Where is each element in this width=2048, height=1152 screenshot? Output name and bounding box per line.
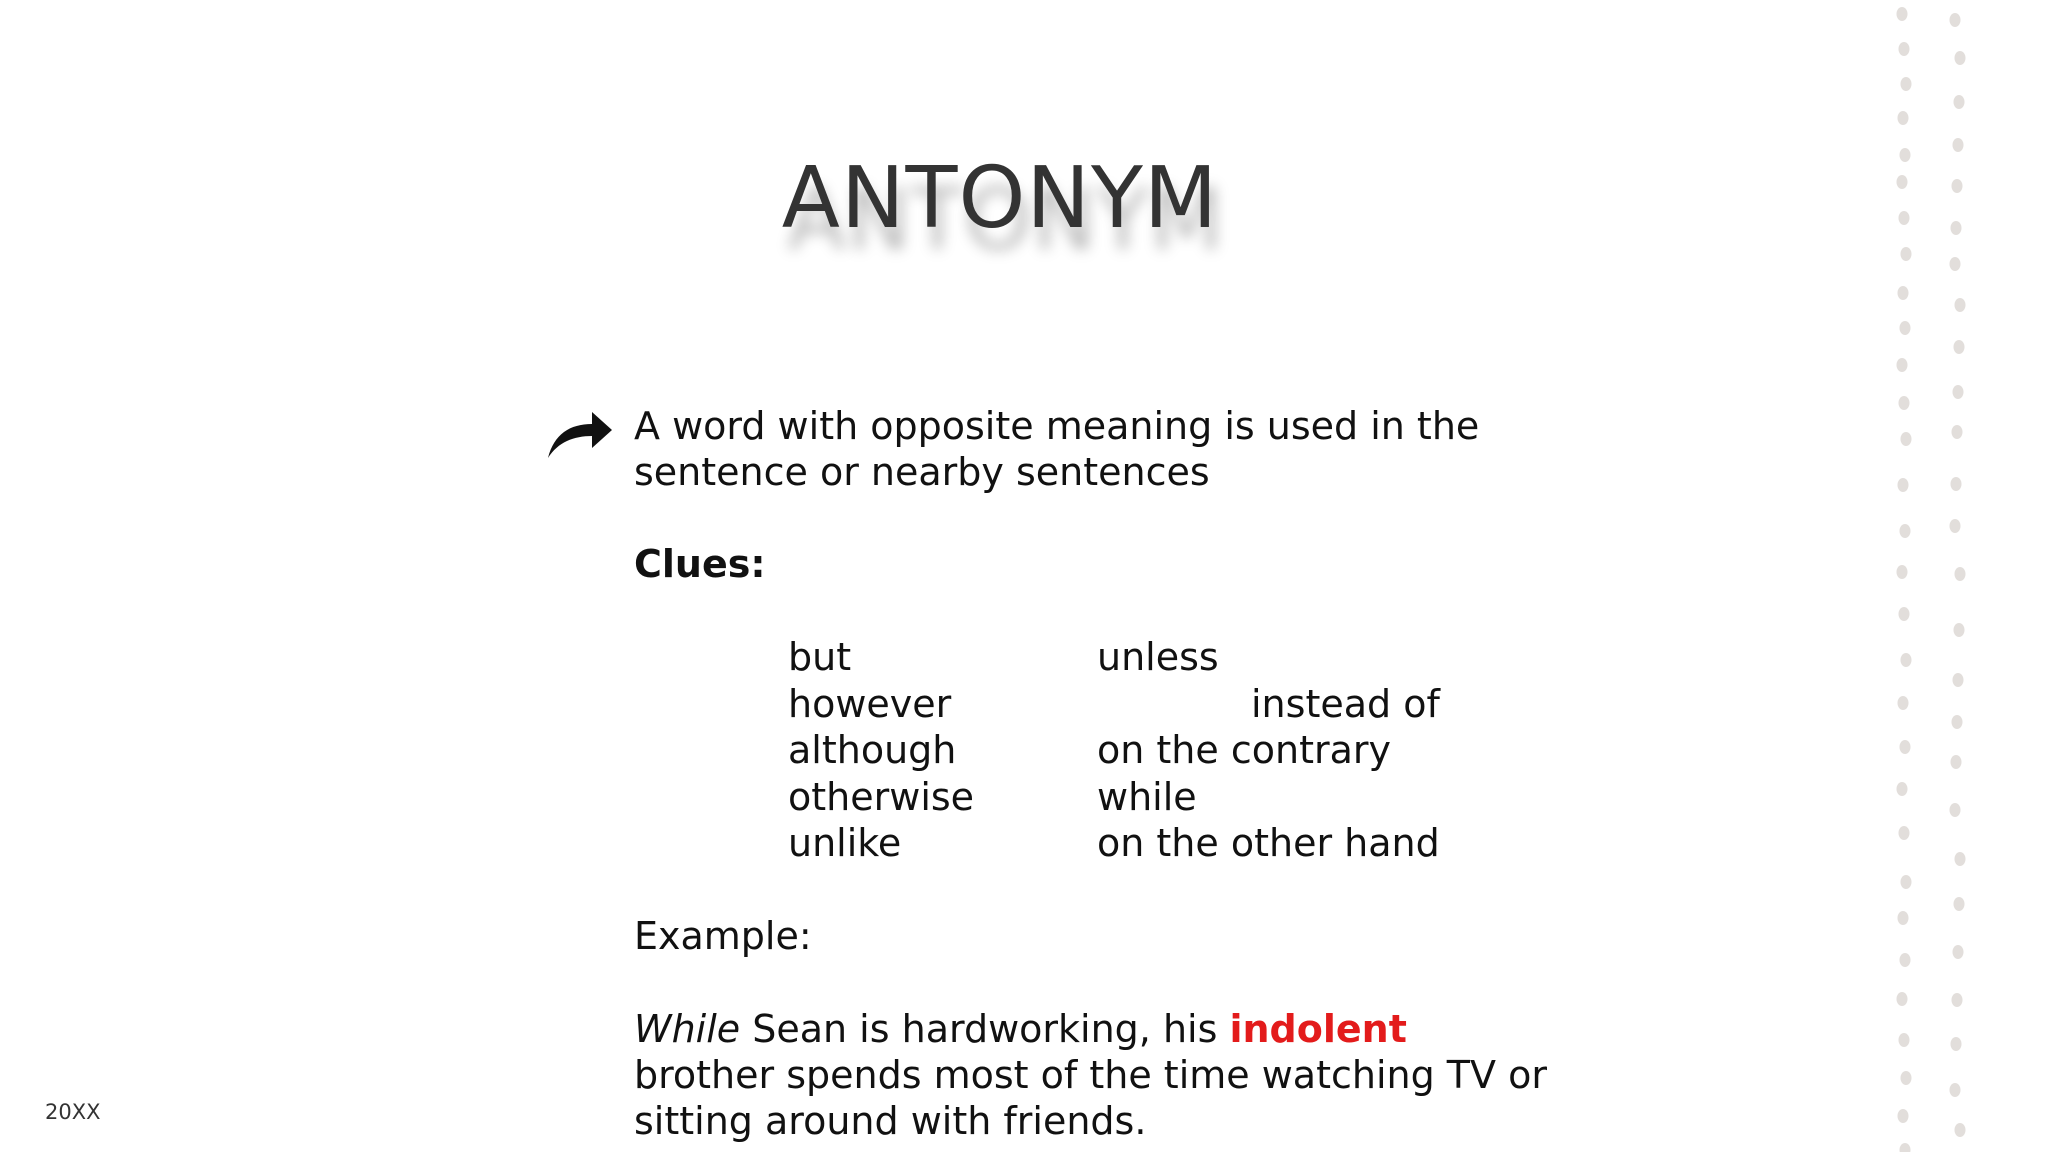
decorative-dot: [1898, 696, 1909, 710]
decorative-dot: [1951, 477, 1962, 491]
decorative-dot: [1897, 992, 1908, 1006]
decorative-dot: [1899, 396, 1910, 410]
decorative-dot: [1953, 945, 1964, 959]
decorative-dot: [1951, 1037, 1962, 1051]
decorative-dot: [1954, 623, 1965, 637]
decorative-dot: [1901, 875, 1912, 889]
decorative-dot: [1955, 51, 1966, 65]
decorative-dot: [1897, 565, 1908, 579]
decorative-dot: [1898, 1109, 1909, 1123]
decorative-dot: [1897, 782, 1908, 796]
decorative-dot: [1901, 1071, 1912, 1085]
clue-item: however: [788, 681, 952, 726]
decorative-dot: [1950, 803, 1961, 817]
decorative-dot: [1901, 653, 1912, 667]
decorative-dot: [1954, 340, 1965, 354]
clue-item: unless: [1097, 635, 1219, 679]
example-italic-word: While: [634, 1007, 741, 1051]
clue-item: unlike: [788, 821, 902, 865]
decorative-dot: [1900, 524, 1911, 538]
curved-arrow-right-icon: [546, 404, 614, 460]
decorative-dot: [1897, 175, 1908, 189]
decorative-dot: [1899, 826, 1910, 840]
decorative-dot: [1951, 221, 1962, 235]
example-highlight-word: indolent: [1229, 1007, 1407, 1051]
decorative-dot: [1955, 298, 1966, 312]
clues-left-column: [788, 634, 974, 867]
decorative-dot: [1900, 740, 1911, 754]
decorative-dot: [1955, 852, 1966, 866]
decorative-dot: [1900, 1143, 1911, 1152]
decorative-dot: [1897, 7, 1908, 21]
footer-year: 20XX: [45, 1100, 101, 1124]
decorative-dot: [1901, 247, 1912, 261]
clue-item: on the contrary: [1097, 728, 1391, 772]
decorative-dot: [1901, 77, 1912, 91]
decorative-dot: [1899, 1033, 1910, 1047]
definition-text: A word with opposite meaning is used in the sentence or nearby sentences: [634, 404, 1480, 494]
decorative-dot: [1900, 953, 1911, 967]
clue-item: while: [1097, 774, 1197, 819]
decorative-dot: [1952, 993, 1963, 1007]
decorative-dots-pattern: [1870, 0, 1990, 1152]
decorative-dot: [1954, 897, 1965, 911]
clue-item: instead of: [1251, 681, 1440, 726]
decorative-dot: [1900, 321, 1911, 335]
decorative-dot: [1898, 478, 1909, 492]
decorative-dot: [1950, 257, 1961, 271]
decorative-dot: [1899, 607, 1910, 621]
decorative-dot: [1898, 911, 1909, 925]
decorative-dot: [1897, 358, 1908, 372]
clues-right-column: [1097, 634, 1440, 867]
clue-item: although: [788, 728, 957, 772]
example-text-part: brother spends most of the time watching TV or sitting around with friends.: [634, 1053, 1547, 1143]
decorative-dot: [1955, 567, 1966, 581]
example-sentence: [634, 1006, 1554, 1144]
example-label: Example:: [634, 914, 812, 958]
decorative-dot: [1950, 13, 1961, 27]
decorative-dot: [1950, 1083, 1961, 1097]
decorative-dot: [1955, 1123, 1966, 1137]
decorative-dot: [1899, 42, 1910, 56]
decorative-dot: [1953, 385, 1964, 399]
decorative-dot: [1953, 673, 1964, 687]
decorative-dot: [1898, 286, 1909, 300]
decorative-dot: [1901, 432, 1912, 446]
decorative-dot: [1950, 519, 1961, 533]
clues-heading: Clues:: [634, 542, 766, 586]
decorative-dot: [1898, 111, 1909, 125]
decorative-dot: [1953, 138, 1964, 152]
clue-item: on the other hand: [1097, 821, 1440, 865]
example-text-part: Sean is hardworking, his: [740, 1007, 1230, 1051]
slide-title: ANTONYM: [781, 149, 1219, 248]
decorative-dot: [1951, 755, 1962, 769]
decorative-dot: [1954, 95, 1965, 109]
decorative-dot: [1900, 148, 1911, 162]
decorative-dot: [1952, 179, 1963, 193]
decorative-dot: [1899, 211, 1910, 225]
clue-item: but: [788, 635, 852, 679]
decorative-dot: [1952, 715, 1963, 729]
clue-item: otherwise: [788, 774, 975, 819]
decorative-dot: [1952, 425, 1963, 439]
